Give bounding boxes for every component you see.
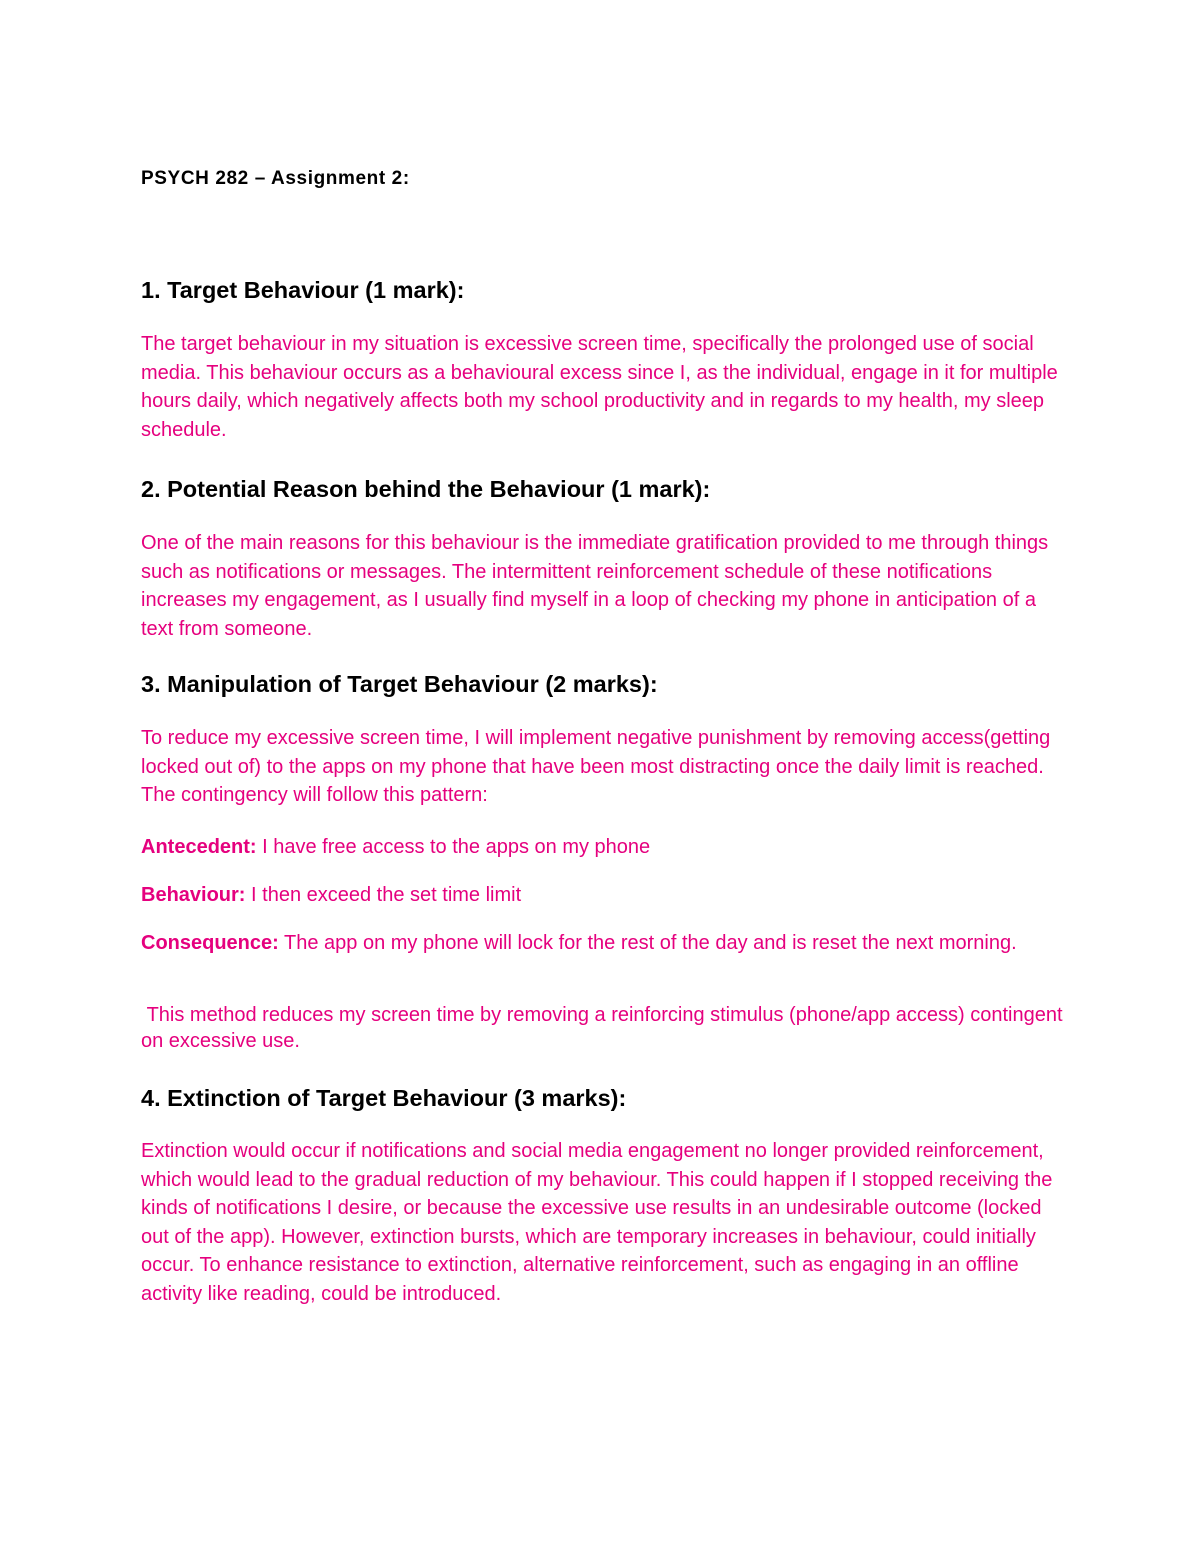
antecedent-line <box>141 833 1066 862</box>
consequence-label: Consequence: <box>141 932 279 954</box>
section-3-summary: This method reduces my screen time by removing a reinforcing stimulus (phone/app access) contingent on excessive use. <box>141 1004 1069 1052</box>
section-1-body: The target behaviour in my situation is excessive screen time, specifically the prolonged use of social media. This behaviour occurs as a behavioural excess since I, as the individual, engage in it for multiple hours daily, which negatively affects both my school productivity and in regards to my health, my sleep schedule. <box>141 333 1058 441</box>
section-3-body: To reduce my excessive screen time, I will implement negative punishment by removing access(getting locked out of) to the apps on my phone that have been most distracting once the daily limit is reached. The contingency will follow this pattern: <box>141 727 1051 807</box>
consequence-text: The app on my phone will lock for the rest of the day and is reset the next morning. <box>278 932 1017 954</box>
consequence-line <box>141 931 1066 957</box>
section-3-heading: 3. Manipulation of Target Behaviour (2 marks): <box>141 671 658 697</box>
document-title: PSYCH 282 – Assignment 2: <box>141 168 410 189</box>
behaviour-label: Behaviour: <box>141 884 246 906</box>
antecedent-text: I have free access to the apps on my phone <box>256 836 651 858</box>
behaviour-text: I then exceed the set time limit <box>245 884 522 906</box>
behaviour-line <box>141 881 1066 910</box>
antecedent-label: Antecedent: <box>141 836 257 858</box>
section-1-heading: 1. Target Behaviour (1 mark): <box>141 277 465 303</box>
section-2-heading: 2. Potential Reason behind the Behaviour (1 mark): <box>141 476 711 502</box>
section-4-heading: 4. Extinction of Target Behaviour (3 marks): <box>141 1085 627 1111</box>
section-4-body: Extinction would occur if notifications and social media engagement no longer provided reinforcement, which would lead to the gradual reduction of my behaviour. This could happen if I stopped receiving the kinds of notifications I desire, or because the excessive use results in an undesirable outcome (locked out of the app). However, extinction bursts, which are temporary increases in behaviour, could initially occur. To enhance resistance to extinction, alternative reinforcement, such as engaging in an offline activity like reading, could be introduced. <box>141 1140 1053 1305</box>
section-2-body: One of the main reasons for this behaviour is the immediate gratification provided to me through things such as notifications or messages. The intermittent reinforcement schedule of these notifications increases my engagement, as I usually find myself in a loop of checking my phone in anticipation of a text from someone. <box>141 532 1049 640</box>
